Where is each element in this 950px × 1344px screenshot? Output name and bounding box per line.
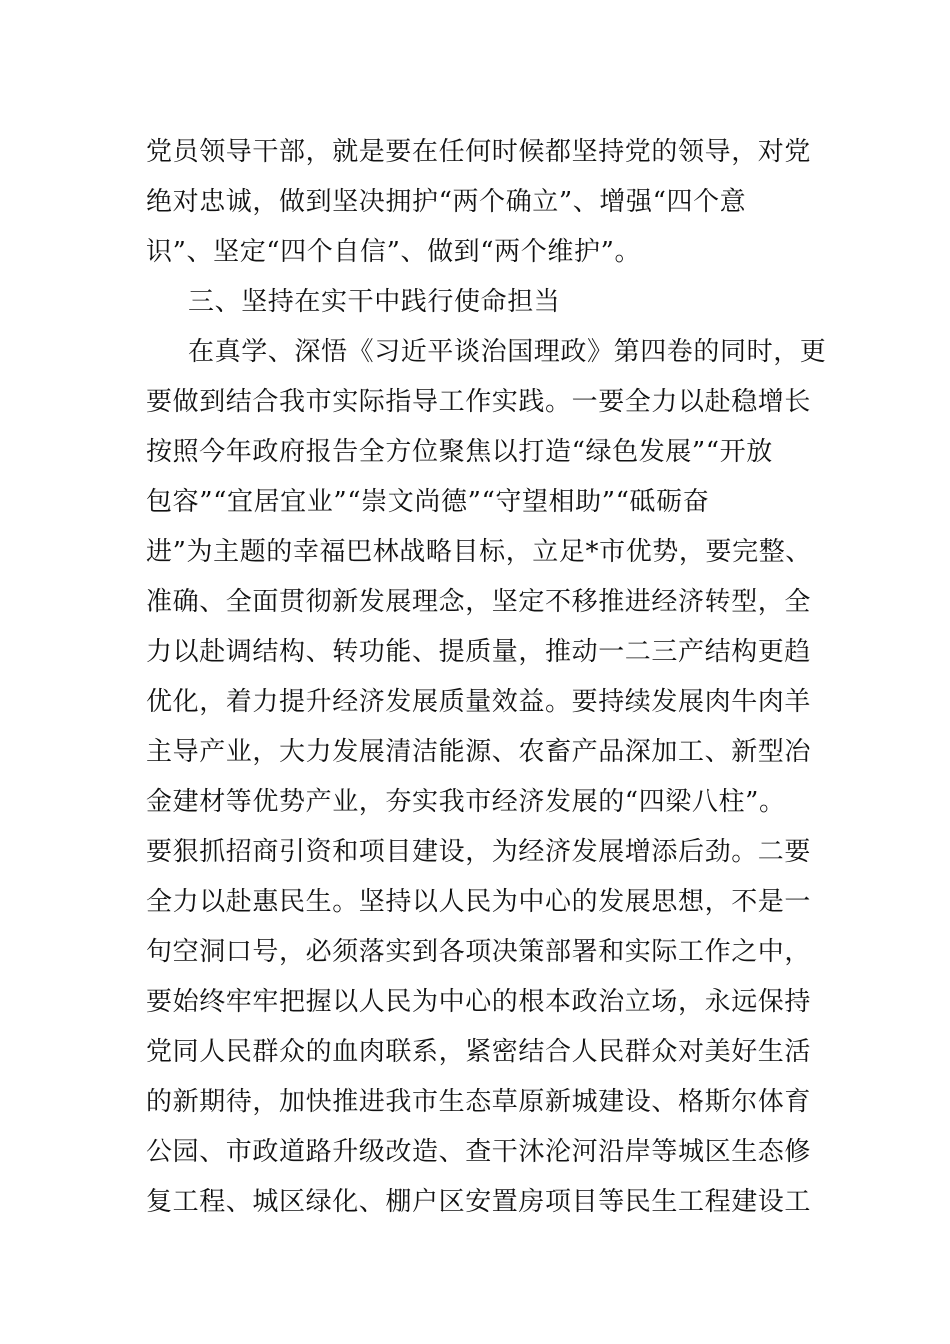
text-line: 党同人民群众的血肉联系，紧密结合人民群众对美好生活 [146, 1037, 812, 1067]
text-line: 句空洞口号，必须落实到各项决策部署和实际工作之中， [146, 937, 812, 967]
text-line: 要始终牢牢把握以人民为中心的根本政治立场，永远保持 [146, 987, 812, 1017]
text-line: 公园、市政道路升级改造、查干沐沦河沿岸等城区生态修 [146, 1137, 812, 1167]
text-line: 党员领导干部，就是要在任何时候都坚持党的领导，对党 [146, 137, 812, 167]
text-line: 按照今年政府报告全方位聚焦以打造“绿色发展”“开放 [146, 437, 773, 467]
text-line: 要狠抓招商引资和项目建设，为经济发展增添后劲。二要 [146, 837, 812, 867]
text-line: 力以赴调结构、转功能、提质量，推动一二三产结构更趋 [146, 637, 812, 667]
text-line: 优化，着力提升经济发展质量效益。要持续发展肉牛肉羊 [146, 687, 812, 717]
text-line: 在真学、深悟《习近平谈治国理政》第四卷的同时，更 [188, 337, 827, 367]
text-line: 全力以赴惠民生。坚持以人民为中心的发展思想，不是一 [146, 887, 812, 917]
section-heading: 三、坚持在实干中践行使命担当 [188, 287, 561, 317]
text-line: 包容”“宜居宜业”“崇文尚德”“守望相助”“砥砺奋 [146, 487, 710, 517]
text-line: 要做到结合我市实际指导工作实践。一要全力以赴稳增长 [146, 387, 812, 417]
text-line: 识”、坚定“四个自信”、做到“两个维护”。 [146, 237, 642, 267]
text-line: 准确、全面贯彻新发展理念，坚定不移推进经济转型，全 [146, 587, 812, 617]
text-line: 绝对忠诚，做到坚决拥护“两个确立”、增强“四个意 [146, 187, 747, 217]
text-line: 复工程、城区绿化、棚户区安置房项目等民生工程建设工 [146, 1187, 812, 1217]
text-line: 进”为主题的幸福巴林战略目标，立足*市优势，要完整、 [146, 537, 812, 567]
text-line: 主导产业，大力发展清洁能源、农畜产品深加工、新型冶 [146, 737, 812, 767]
text-line: 金建材等优势产业，夯实我市经济发展的“四梁八柱”。 [146, 787, 786, 817]
text-line: 的新期待，加快推进我市生态草原新城建设、格斯尔体育 [146, 1087, 812, 1117]
